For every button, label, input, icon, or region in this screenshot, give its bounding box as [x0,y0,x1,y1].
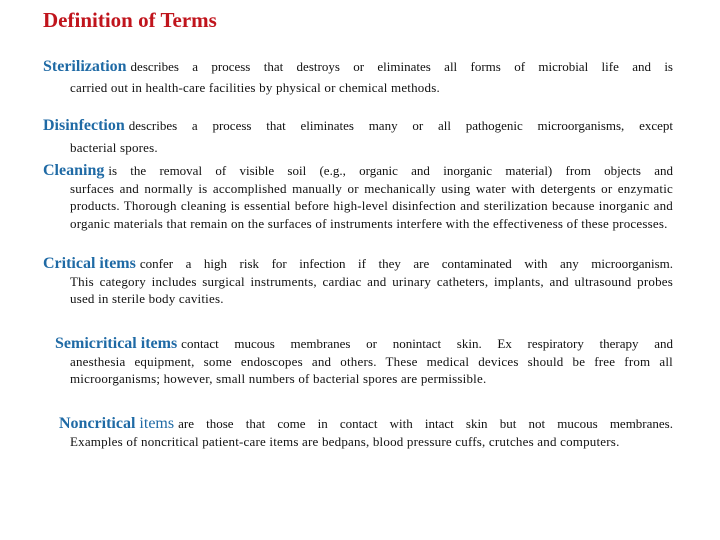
definition-cleaning [43,162,673,232]
term: Critical items [43,255,136,272]
term: Cleaning [43,162,105,179]
definition-continuation: anesthesia equipment, some endoscopes and others. These medical devices should be free from all microorganisms; however, small numbers of bacterial spores are permissible. [70,354,673,387]
definition-text: describes a process that eliminates many or all pathogenic microorganisms, except [128,118,673,133]
definition-continuation: This category includes surgical instruments, cardiac and urinary catheters, implants, and ultrasound probes used in sterile body cavities. [70,274,673,307]
definition-disinfection [43,117,673,156]
definition-critical-items [43,255,673,308]
definition-text: is the removal of visible soil (e.g., organic and inorganic material) from objects and [108,163,673,178]
term: Sterilization [43,58,127,75]
term: Noncritical [59,415,136,432]
definition-continuation: Examples of noncritical patient-care items are bedpans, blood pressure cuffs, crutches and computers. [70,434,620,449]
page-title: Definition of Terms [43,8,217,32]
definition-text: are those that come in contact with intact skin but not mucous membranes. [178,416,673,431]
definition-continuation: bacterial spores. [70,140,158,155]
definition-text: confer a high risk for infection if they are contaminated with any microorganism. [139,256,673,271]
definition-noncritical-items [59,415,673,450]
term: Semicritical items [55,335,178,352]
term-suffix: items [139,415,175,432]
term: Disinfection [43,117,125,134]
definition-continuation: surfaces and normally is accomplished manually or mechanically using water with detergents or enzymatic products. Thorough cleaning is essential before high-level disinfection and sterilization because inorganic and organic materials that remain on the surfaces of instruments interfere with the effectiveness of these processes. [70,181,673,231]
definition-semicritical-items [55,335,673,388]
definition-text: describes a process that destroys or eliminates all forms of microbial life and is [130,59,673,74]
definition-sterilization [43,58,673,96]
definition-text: contact mucous membranes or nonintact skin. Ex respiratory therapy and [181,336,673,351]
definition-continuation: carried out in health-care facilities by physical or chemical methods. [70,80,440,95]
